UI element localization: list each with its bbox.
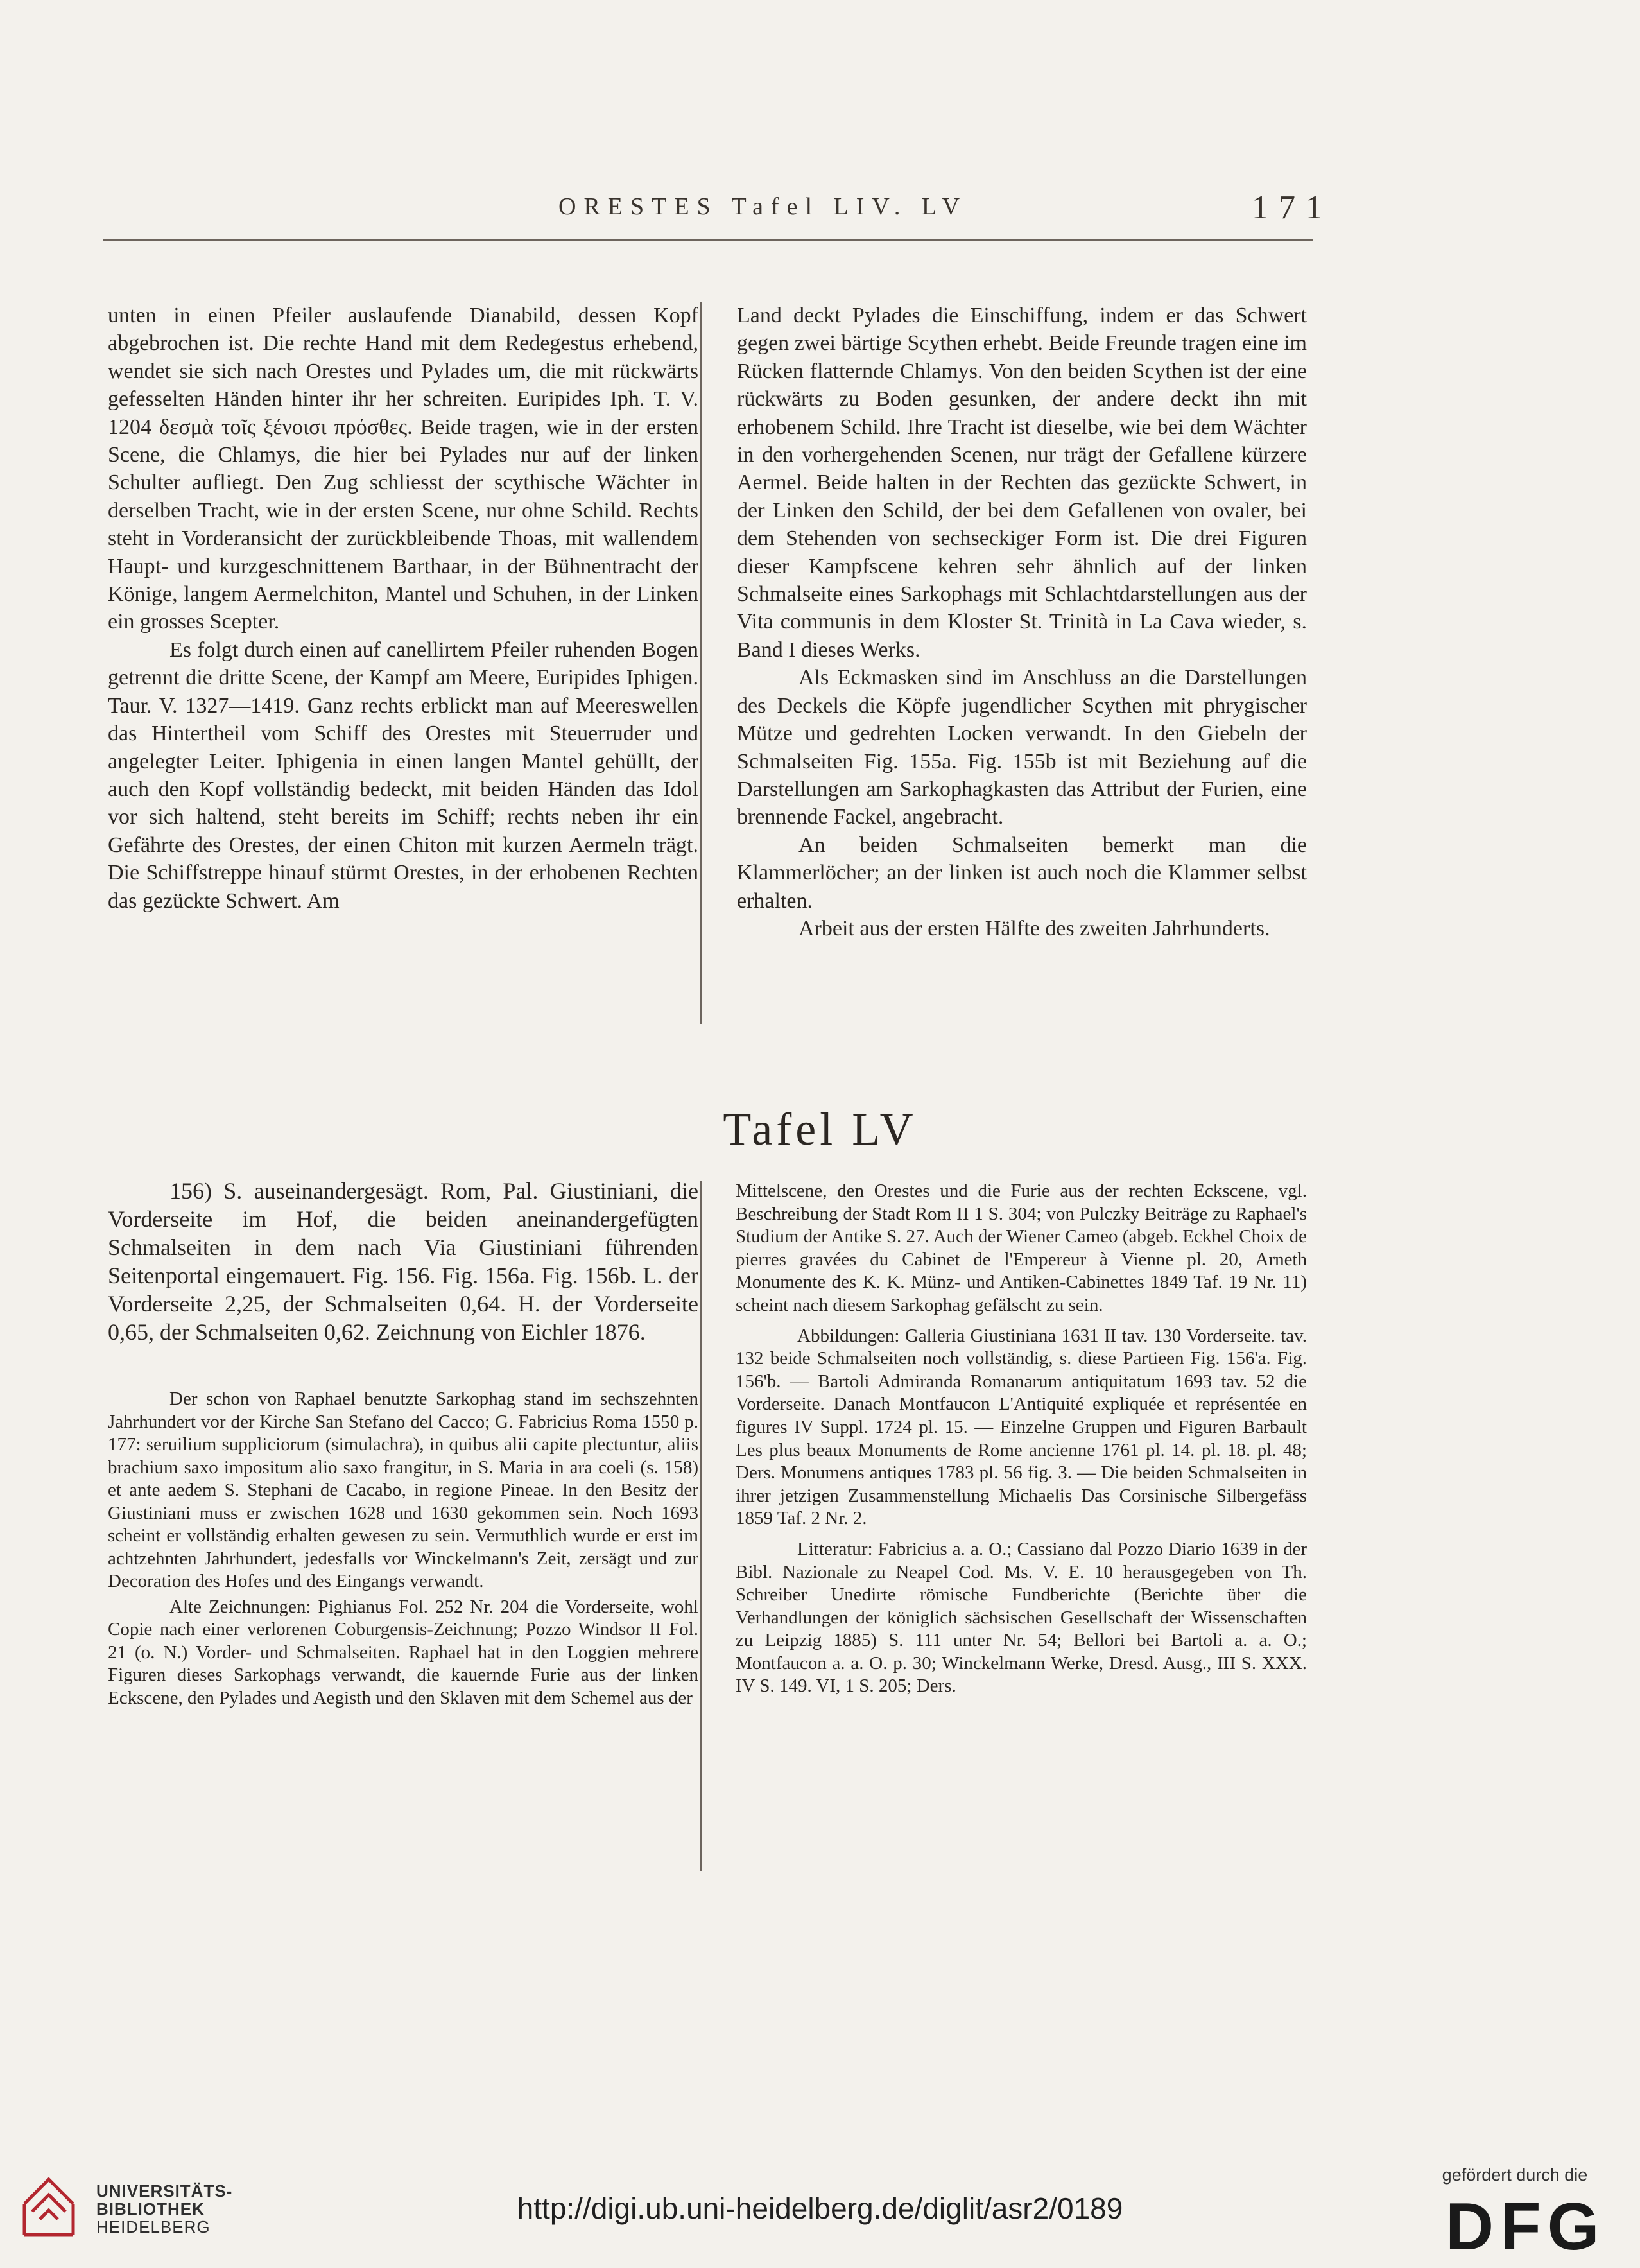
funding-label: gefördert durch die <box>1442 2165 1588 2185</box>
library-name-line-2: BIBLIOTHEK <box>96 2199 205 2219</box>
upper-right-paragraph-3: An beiden Schmalseiten bemerkt man die Klammerlöcher; an der linken ist auch noch die Klammer selbst erhalten. <box>737 833 1307 913</box>
dfg-logo: DFG <box>1446 2190 1606 2264</box>
lower-left-notes <box>108 1388 698 1710</box>
header-rule <box>103 239 1313 241</box>
lower-right-paragraph-1: Mittelscene, den Orestes und die Furie aus der rechten Eckscene, vgl. Beschreibung der Stadt Rom II 1 S. 304; von Pulczky Beiträge zu Raphael's Studium der Antike S. 27. Auch der Wiener Cameo (abgeb. Eckhel Choix de pierres gravées du Cabinet de l'Empereur à Vienne pl. 20, Arneth Monumente des K. K. Münz- und Antiken-Cabinettes 1849 Taf. 19 Nr. 11) scheint nach diesem Sarkophag gefälscht zu sein. <box>736 1181 1307 1315</box>
library-name-line-1: UNIVERSITÄTS- <box>96 2181 233 2201</box>
lower-left-note-2: Alte Zeichnungen: Pighianus Fol. 252 Nr. 204 die Vorderseite, wohl Copie nach einer verlorenen Coburgensis-Zeichnung; Pozzo Windsor II Fol. 21 (o. N.) Vorder- und Schmalseiten. Raphael hat in den Loggien mehrere Figuren dieses Sarkophags verwandt, die kauernde Furie aus der linken Eckscene, den Pylades und Aegisth und den Sklaven mit dem Schemel aus der <box>108 1596 698 1708</box>
catalogue-entry-text: 156) S. auseinandergesägt. Rom, Pal. Giustiniani, die Vorderseite im Hof, die beiden aneinandergefügten Schmalseiten in dem nach Via Giustiniani führenden Seitenportal eingemauert. Fig. 156. Fig. 156a. Fig. 156b. L. der Vorderseite 2,25, der Schmalseiten 0,64. H. der Vorderseite 0,65, der Schmalseiten 0,62. Zeichnung von Eichler 1876. <box>108 1178 698 1345</box>
library-name-line-3: HEIDELBERG <box>96 2217 211 2237</box>
lower-left-note-1: Der schon von Raphael benutzte Sarkophag stand im sechszehnten Jahrhundert vor der Kirche San Stefano del Cacco; G. Fabricius Roma 1550 p. 177: seruilium suppliciorum (simulachra), in quibus alii capite plectuntur, aliis brachium saxo impositum alio saxo frangitur, in S. Maria in ara coeli (s. 158) et ante aedem S. Stephani de Cacabo, in regione Pineae. In den Besitz der Giustiniani muss er zwischen 1628 und 1630 gekommen sein. Noch 1693 scheint er vollständig erhalten gewesen zu sein. Vermuthlich wurde er erst im achtzehnten Jahrhundert, jedesfalls vor Winckelmann's Zeit, zersägt und zur Decoration des Hofes und des Eingangs verwandt. <box>108 1389 698 1591</box>
lower-right-column <box>736 1180 1307 1698</box>
source-url-link[interactable]: http://digi.ub.uni-heidelberg.de/diglit/asr2/0189 <box>517 2192 1123 2225</box>
upper-right-paragraph-1: Land deckt Pylades die Einschiffung, indem er das Schwert gegen zwei bärtige Scythen erhebt. Beide Freunde tragen eine im Rücken flatternde Chlamys. Von den beiden Scythen ist der eine rückwärts zu Boden gesunken, der andere deckt ihn mit erhobenem Schild. Ihre Tracht ist dieselbe, wie bei dem Wächter in den vorhergehenden Scenen, nur trägt der Gefallene kürzere Aermel. Beide halten in der Rechten das gezückte Schwert, in der Linken den Schild, der bei dem Gefallenen von ovaler, bei dem Stehenden von sechseckiger Form ist. Die drei Figuren dieser Kampfscene kehren sehr ähnlich auf der linken Schmalseite eines Sarkophags mit Schlachtdarstellungen aus der Vita communis in dem Kloster St. Trinità in La Cava wieder, s. Band I dieses Werks. <box>737 304 1307 662</box>
running-title: ORESTES Tafel LIV. LV <box>558 193 968 220</box>
upper-right-paragraph-2: Als Eckmasken sind im Anschluss an die Darstellungen des Deckels die Köpfe jugendlicher Scythen mit phrygischer Mütze und gedrehten Locken verwandt. In den Giebeln der Schmalseiten Fig. 155a. Fig. 155b ist mit Beziehung auf die Darstellungen am Sarkophagkasten das Attribut der Furien, eine brennende Fackel, angebracht. <box>737 666 1307 829</box>
upper-right-paragraph-4: Arbeit aus der ersten Hälfte des zweiten Jahrhunderts. <box>798 916 1270 940</box>
lower-right-paragraph-2: Abbildungen: Galleria Giustiniana 1631 II tav. 130 Vorderseite. tav. 132 beide Schmalseiten noch vollständig, s. diese Partieen Fig. 156'a. Fig. 156'b. — Bartoli Admiranda Romanarum antiquitatum 1693 tav. 52 die Vorderseite. Danach Montfaucon L'Antiquité expliquée et représentée en figures IV Suppl. 1724 pl. 15. — Einzelne Gruppen und Figuren Barbault Les plus beaux Monuments de Rome ancienne 1761 pl. 14. pl. 18. pl. 48; Ders. Monumens antiques 1783 pl. 56 fig. 3. — Die beiden Schmalseiten in ihrer jetzigen Zusammenstellung Michaelis Das Corsinische Silbergefäss 1859 Taf. 2 Nr. 2. <box>736 1325 1307 1529</box>
upper-left-paragraph-1: unten in einen Pfeiler auslaufende Dianabild, dessen Kopf abgebrochen ist. Die rechte Hand mit dem Redegestus erhebend, wendet sie sich nach Orestes und Pylades um, die mit rückwärts gefesselten Händen hinter ihr her schreiten. Euripides Iph. T. V. 1204 δεσμὰ τοῖς ξένοισι πρόσθες. Beide tragen, wie in der ersten Scene, die Chlamys, die hier bei Pylades nur auf der linken Schulter aufliegt. Den Zug schliesst der scythische Wächter in derselben Tracht, wie in der ersten Scene, nur ohne Schild. Rechts steht in Vorderansicht der zurückbleibende Thoas, mit wallendem Haupt- und kurzgeschnittenem Barthaar, in der Bühnentracht der Könige, langem Aermelchiton, Mantel und Schuhen, in der Linken ein grosses Scepter. <box>108 304 698 634</box>
section-title: Tafel LV <box>723 1104 917 1155</box>
catalogue-entry <box>108 1177 698 1346</box>
upper-right-column <box>737 302 1307 942</box>
footer-bar <box>0 2160 1640 2268</box>
lower-right-paragraph-3: Litteratur: Fabricius a. a. O.; Cassiano dal Pozzo Diario 1639 in der Bibl. Nazionale zu Neapel Cod. Ms. V. E. 10 herausgegeben von Th. Schreiber Unedirte römische Fundberichte (Berichte über die Verhandlungen der königlich sächsischen Gesellschaft der Wissenschaften zu Leipzig 1885) S. 111 unter Nr. 54; Bellori bei Bartoli a. a. O.; Montfaucon a. a. O. p. 30; Winckelmann Werke, Dresd. Ausg., III S. XXX. IV S. 149. VI, 1 S. 205; Ders. <box>736 1538 1307 1697</box>
upper-left-paragraph-2: Es folgt durch einen auf canellirtem Pfeiler ruhenden Bogen getrennt die dritte Scene, der Kampf am Meere, Euripides Iphigen. Taur. V. 1327—1419. Ganz rechts erblickt man auf Meereswellen das Hintertheil vom Schiff des Orestes mit Steuerruder und angelegter Leiter. Iphigenia in einen langen Mantel gehüllt, der auch den Kopf vollständig bedeckt, mit beiden Händen das Idol vor sich haltend, steht bereits im Schiff; rechts neben ihr ein Gefährte des Orestes, der einen Chiton mit kurzen Aermeln trägt. Die Schiffstreppe hinauf stürmt Orestes, in der erhobenen Rechten das gezückte Schwert. Am <box>108 637 698 913</box>
upper-column-divider <box>700 302 702 1024</box>
page-number: 171 <box>1252 189 1333 226</box>
upper-left-column <box>108 302 698 915</box>
lower-column-divider <box>700 1181 702 1871</box>
